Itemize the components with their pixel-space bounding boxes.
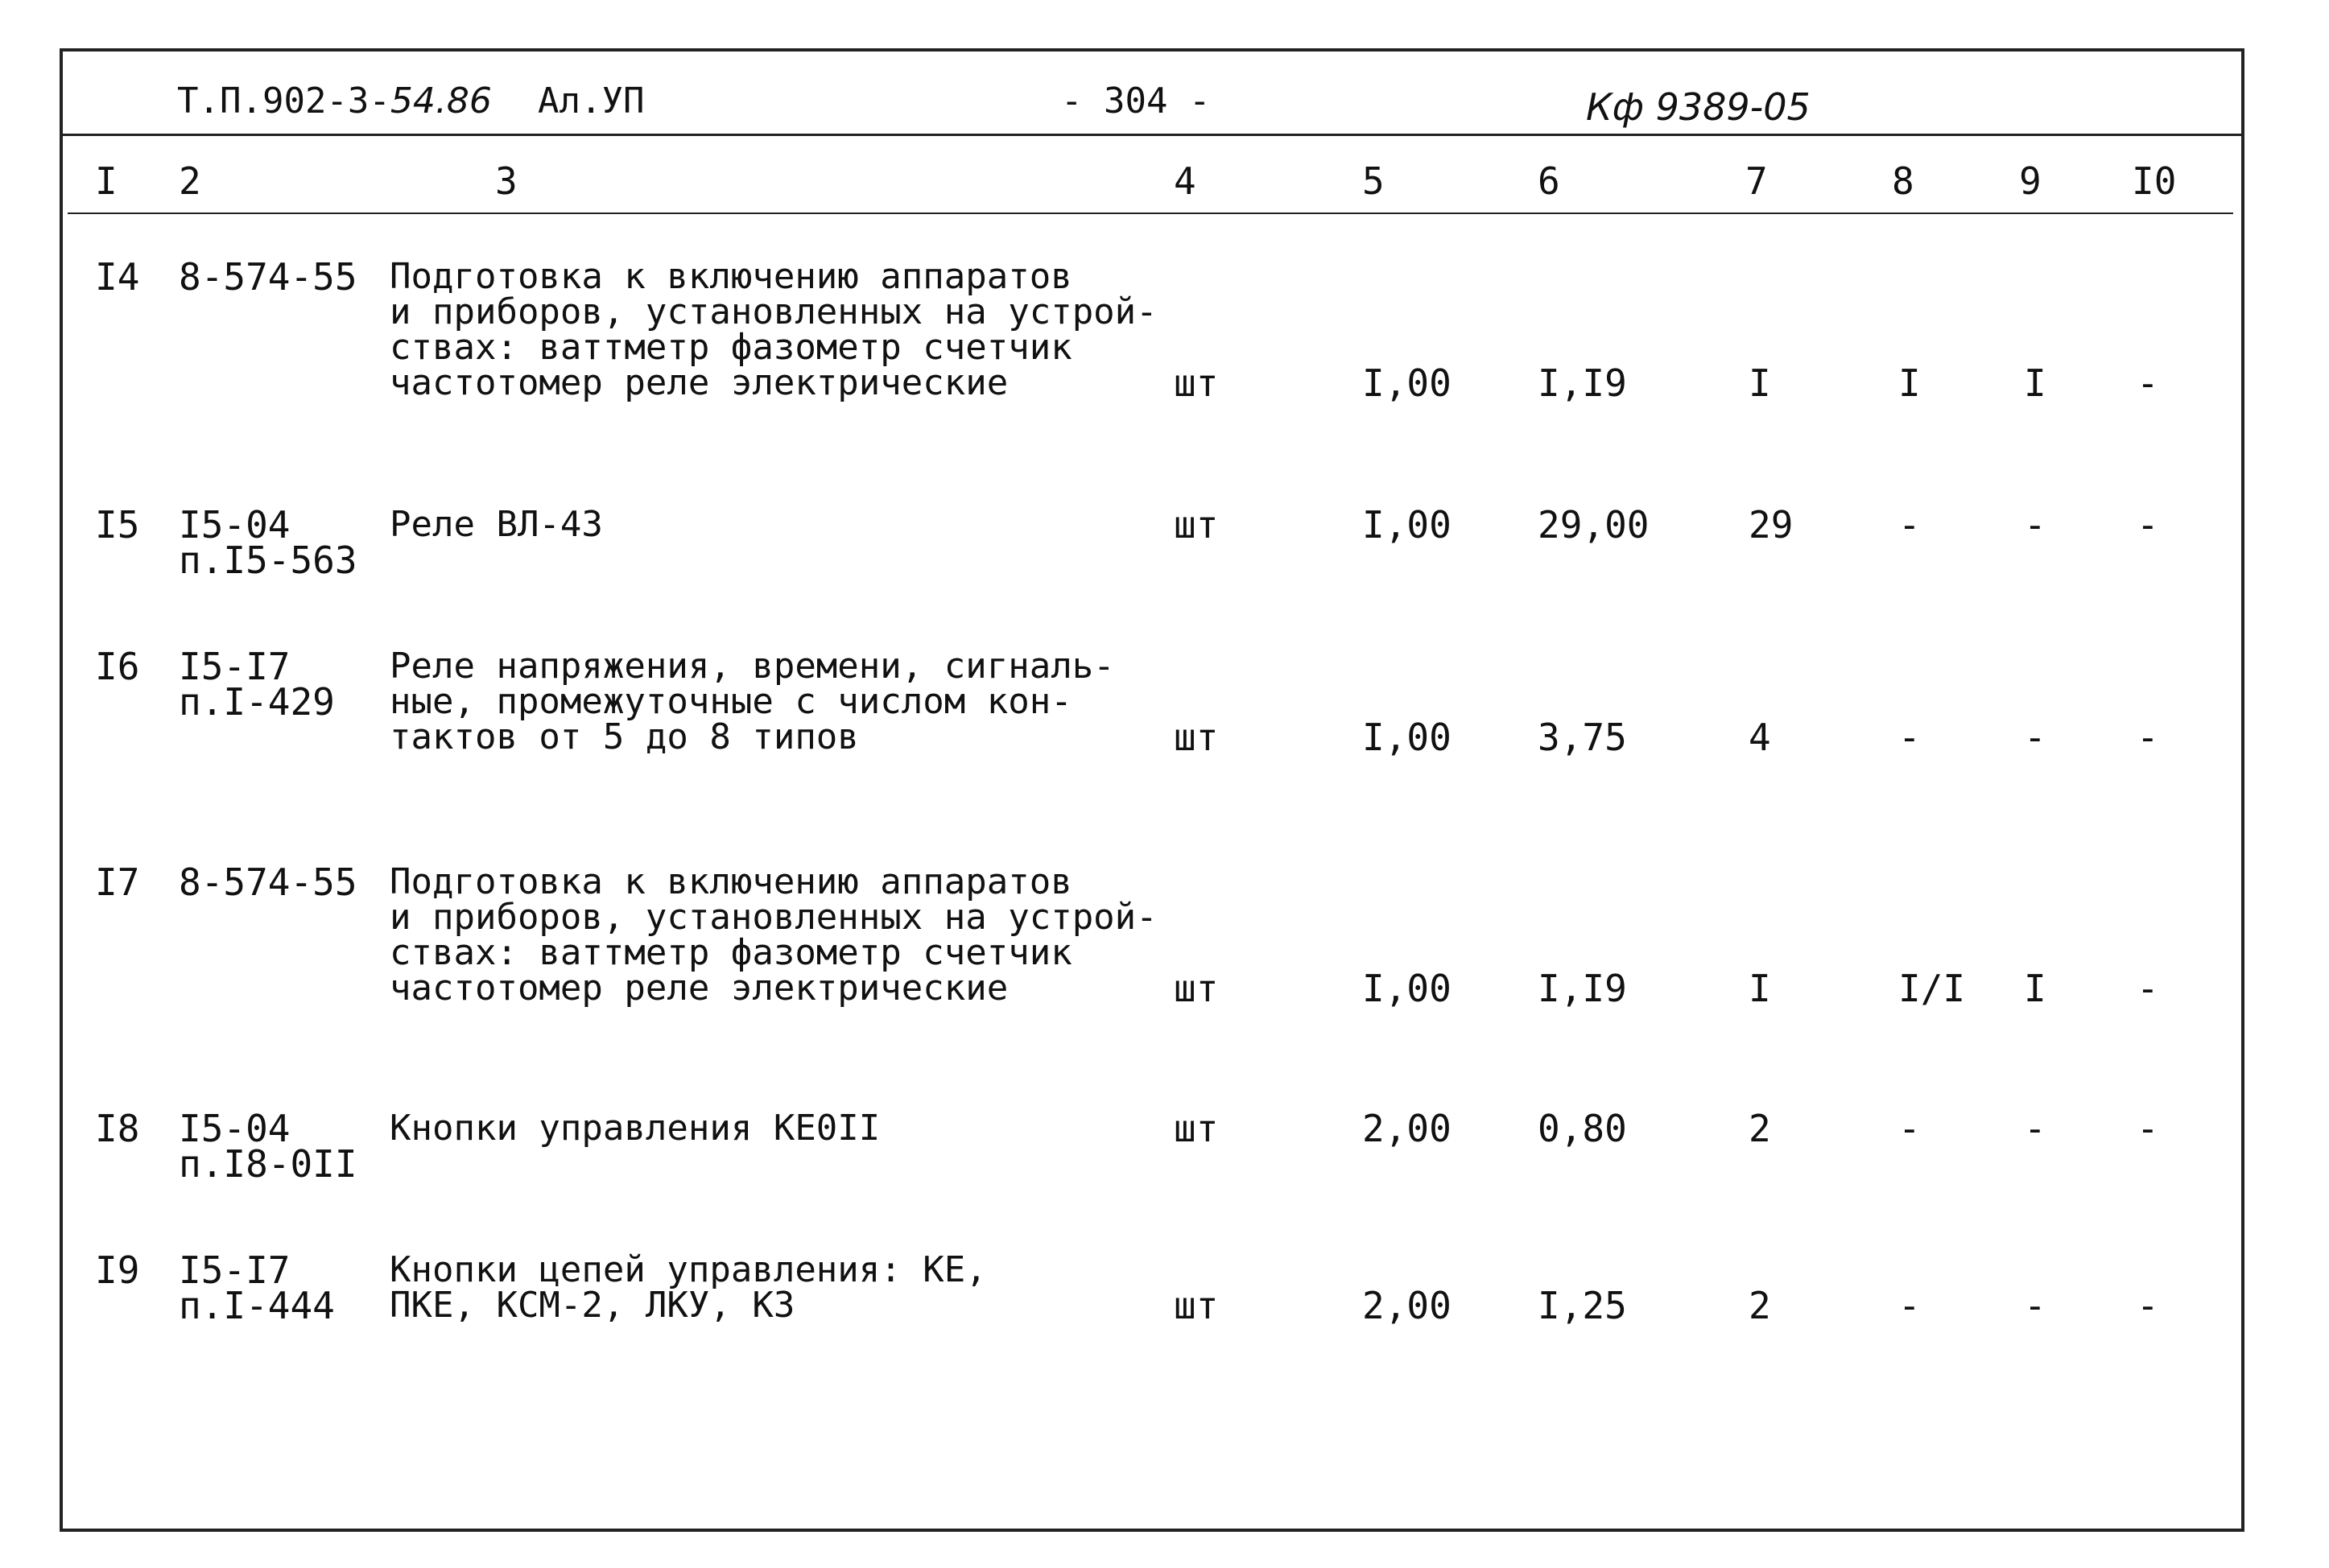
norm-code: I5-04 <box>179 1107 291 1150</box>
norm-code: I5-I7 <box>179 1248 291 1292</box>
value: - <box>1898 503 1921 547</box>
work-description: Кнопки управления КЕ0II <box>390 1108 881 1149</box>
stamp-number: Кф 9389-05 <box>1586 85 1811 129</box>
quantity: 2,00 <box>1362 1107 1451 1150</box>
quantity: I,00 <box>1362 361 1451 405</box>
row-number: I6 <box>95 645 140 688</box>
sheet-label: Ал.УП <box>538 80 645 122</box>
doc-reference <box>177 80 492 122</box>
value: 3,75 <box>1538 716 1627 759</box>
work-description: и приборов, установленных на устрой- <box>390 897 1158 938</box>
value: I,I9 <box>1538 967 1627 1010</box>
column-number: 9 <box>2019 159 2042 203</box>
value: I/I <box>1898 967 1966 1010</box>
value: 2 <box>1749 1107 1771 1150</box>
work-description: и приборов, установленных на устрой- <box>390 291 1158 332</box>
norm-code: I5-I7 <box>179 645 291 688</box>
work-description: ствах: ваттметр фазометр счетчик <box>390 327 1072 368</box>
value: - <box>2024 503 2046 547</box>
value: - <box>2137 361 2159 405</box>
value: 2 <box>1749 1284 1771 1327</box>
column-header-divider <box>68 213 2233 214</box>
norm-code: I5-04 <box>179 503 291 547</box>
column-number: 3 <box>495 159 518 203</box>
work-description: ПКЕ, КСМ-2, ЛКУ, КЗ <box>390 1285 795 1326</box>
unit: шт <box>1174 1284 1219 1327</box>
work-description: Подготовка к включению аппаратов <box>390 256 1072 297</box>
work-description: Подготовка к включению аппаратов <box>390 861 1072 902</box>
value: I <box>1749 967 1771 1010</box>
value: 29,00 <box>1538 503 1650 547</box>
norm-code: п.I8-0II <box>179 1142 357 1186</box>
value: I,I9 <box>1538 361 1627 405</box>
value: - <box>2024 716 2046 759</box>
value: I <box>1898 361 1921 405</box>
norm-code: п.I5-563 <box>179 538 357 582</box>
unit: шт <box>1174 716 1219 759</box>
value: - <box>2137 716 2159 759</box>
norm-code: п.I-444 <box>179 1284 335 1327</box>
work-description: ствах: ваттметр фазометр счетчик <box>390 932 1072 973</box>
row-number: I8 <box>95 1107 140 1150</box>
unit: шт <box>1174 361 1219 405</box>
page-number: - 304 - <box>1061 80 1211 122</box>
value: - <box>1898 716 1921 759</box>
work-description: Реле напряжения, времени, сигналь- <box>390 646 1115 687</box>
value: - <box>2024 1284 2046 1327</box>
norm-code: п.I-429 <box>179 680 335 724</box>
work-description: тактов от 5 до 8 типов <box>390 716 859 757</box>
row-number: I7 <box>95 860 140 904</box>
column-number: 5 <box>1362 159 1385 203</box>
doc-reference-handwritten: 54.86 <box>390 80 492 122</box>
value: - <box>2137 503 2159 547</box>
column-number: 6 <box>1538 159 1560 203</box>
column-number: I <box>95 159 118 203</box>
column-number: 8 <box>1892 159 1914 203</box>
work-description: ные, промежуточные с числом кон- <box>390 681 1072 722</box>
value: I,25 <box>1538 1284 1627 1327</box>
value: I <box>2024 361 2046 405</box>
column-number: 7 <box>1745 159 1768 203</box>
value: - <box>1898 1107 1921 1150</box>
quantity: 2,00 <box>1362 1284 1451 1327</box>
value: - <box>1898 1284 1921 1327</box>
value: - <box>2137 1107 2159 1150</box>
doc-reference-typed: Т.П.902-3- <box>177 80 390 122</box>
quantity: I,00 <box>1362 503 1451 547</box>
work-description: Кнопки цепей управления: КЕ, <box>390 1249 987 1290</box>
column-number: 4 <box>1174 159 1196 203</box>
value: I <box>1749 361 1771 405</box>
value: I <box>2024 967 2046 1010</box>
column-number: I0 <box>2132 159 2177 203</box>
unit: шт <box>1174 1107 1219 1150</box>
row-number: I4 <box>95 255 140 299</box>
quantity: I,00 <box>1362 967 1451 1010</box>
value: - <box>2137 1284 2159 1327</box>
norm-code: 8-574-55 <box>179 860 357 904</box>
unit: шт <box>1174 503 1219 547</box>
row-number: I9 <box>95 1248 140 1292</box>
value: - <box>2024 1107 2046 1150</box>
header-divider <box>60 134 2244 136</box>
value: 29 <box>1749 503 1794 547</box>
column-number: 2 <box>179 159 201 203</box>
row-number: I5 <box>95 503 140 547</box>
work-description: частотомер реле электрические <box>390 362 1009 403</box>
work-description: Реле ВЛ-43 <box>390 504 603 545</box>
work-description: частотомер реле электрические <box>390 968 1009 1009</box>
value: 4 <box>1749 716 1771 759</box>
value: 0,80 <box>1538 1107 1627 1150</box>
quantity: I,00 <box>1362 716 1451 759</box>
value: - <box>2137 967 2159 1010</box>
norm-code: 8-574-55 <box>179 255 357 299</box>
unit: шт <box>1174 967 1219 1010</box>
